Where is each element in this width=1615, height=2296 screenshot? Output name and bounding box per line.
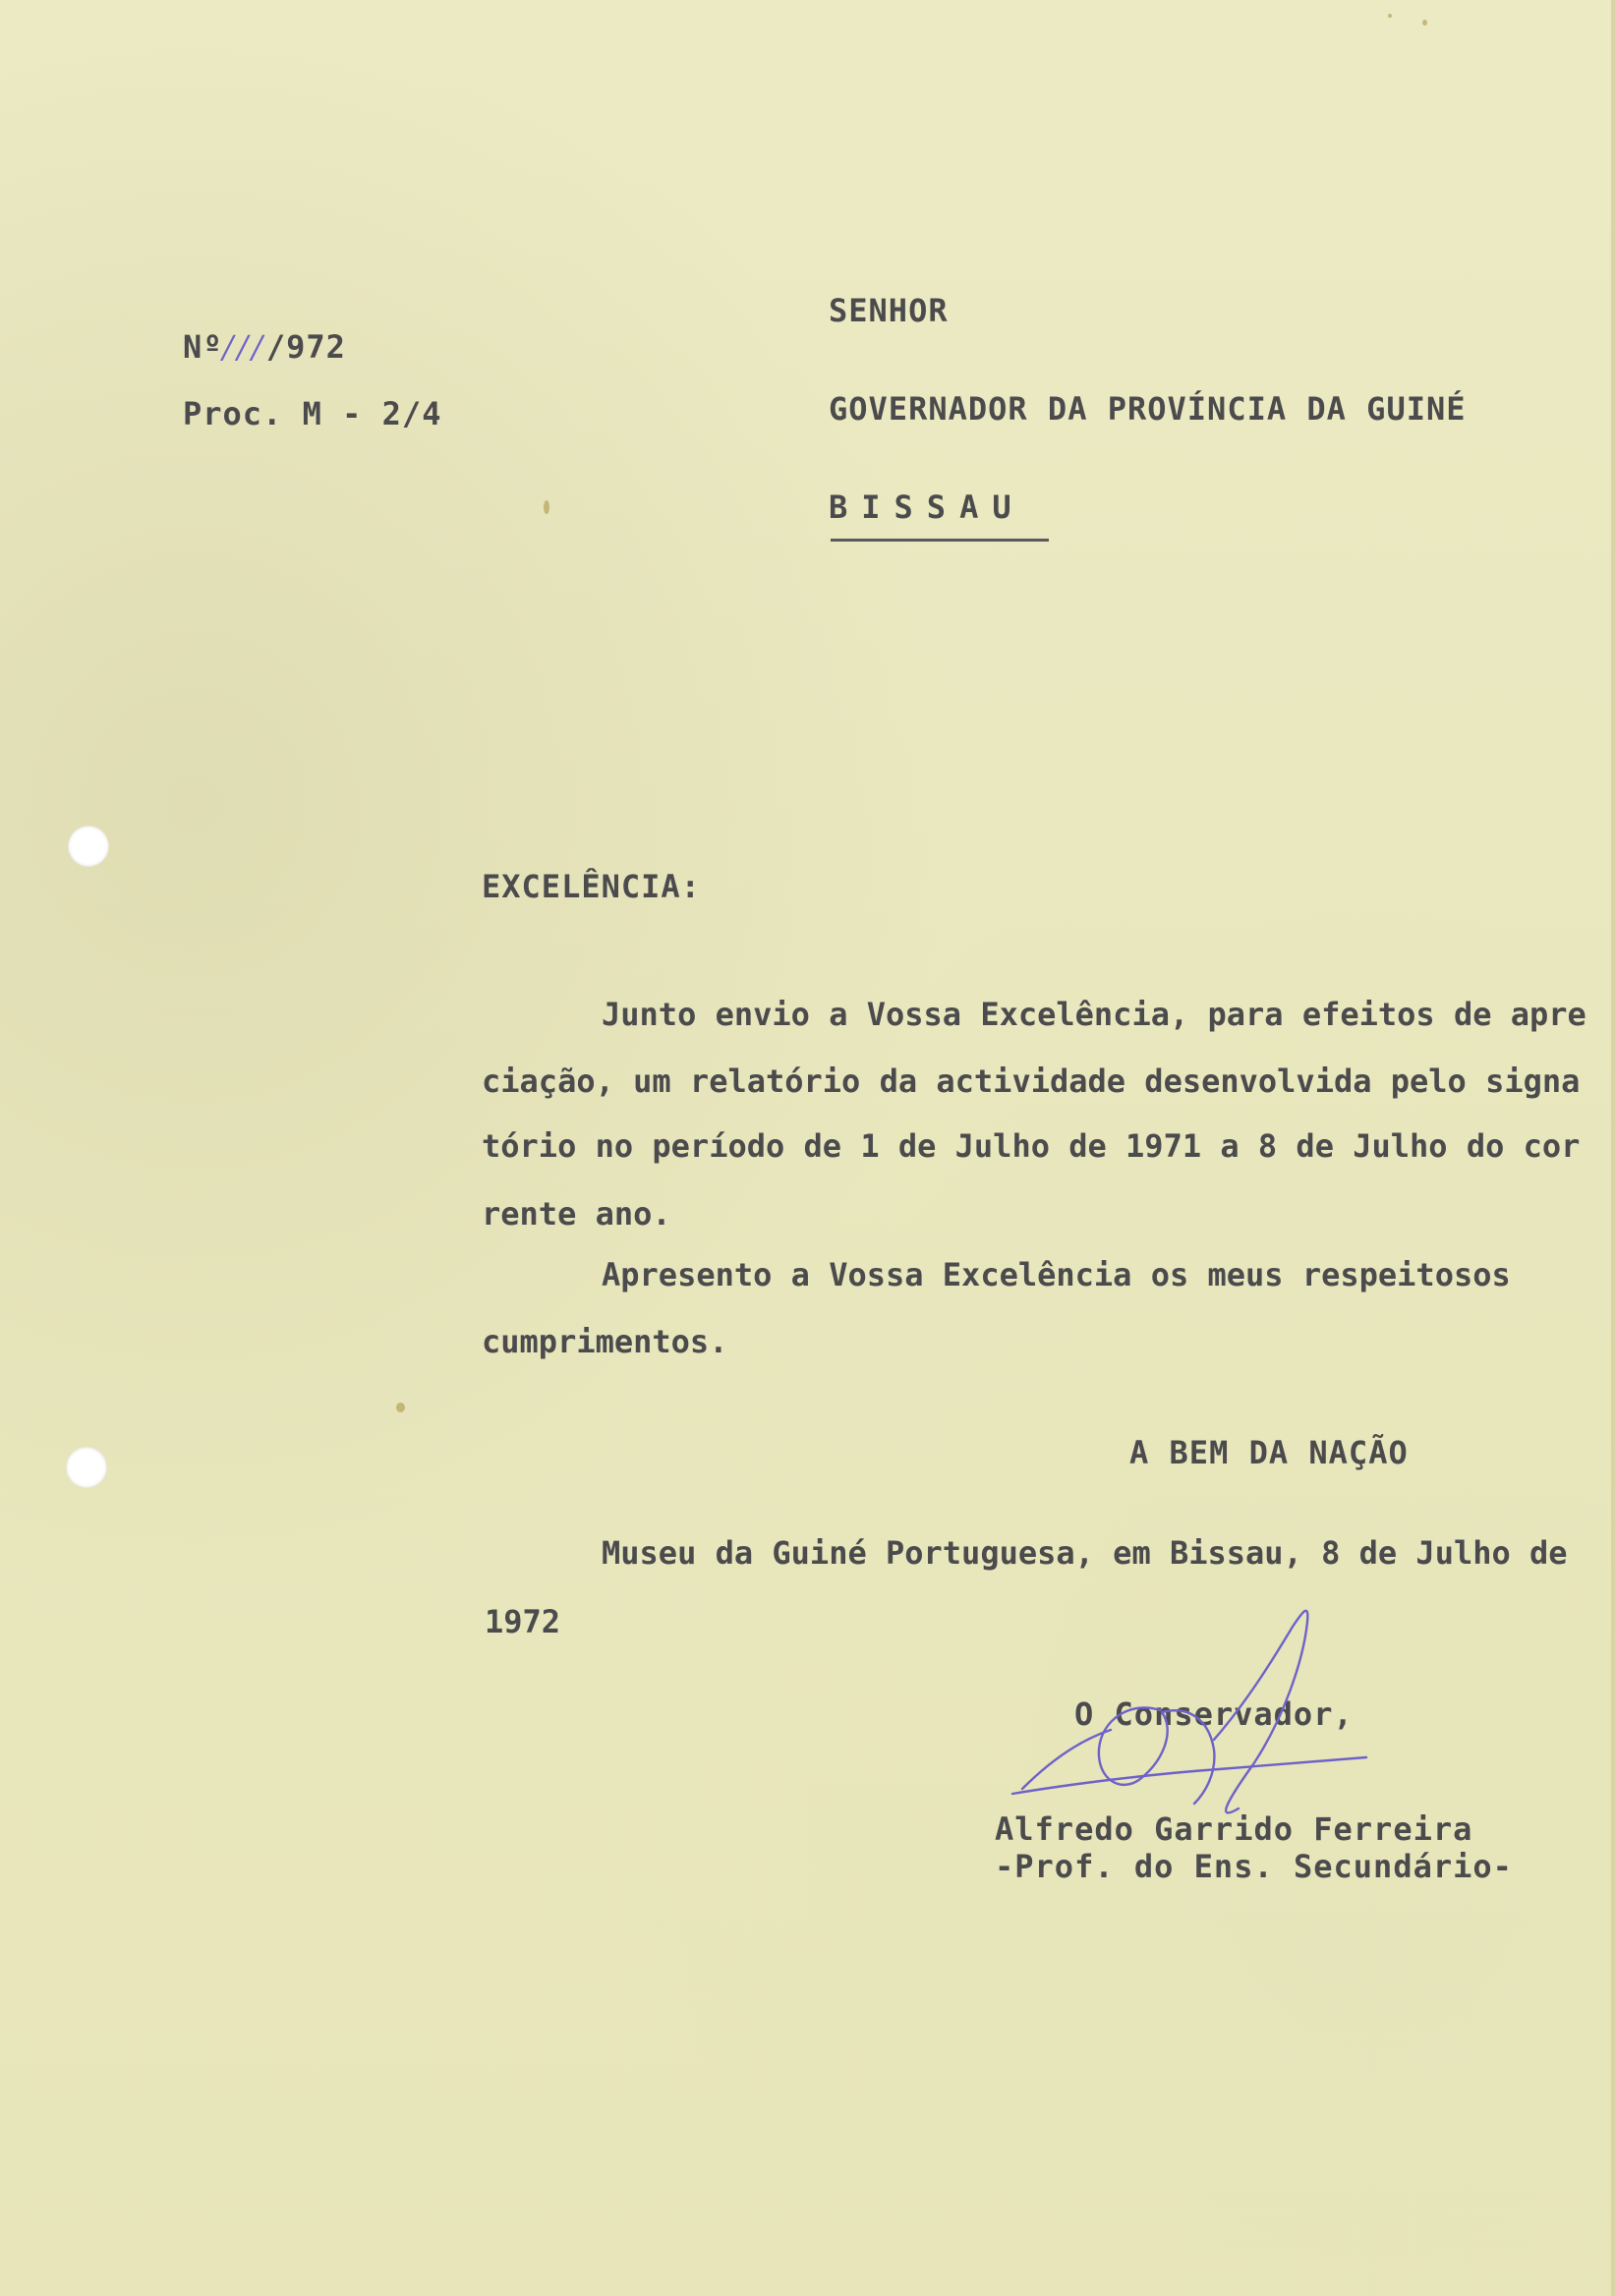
addressee-city: BISSAU bbox=[829, 488, 1025, 526]
reference-number bbox=[183, 328, 346, 366]
reference-handwritten-mark: /// bbox=[222, 328, 266, 366]
addressee-salutation: SENHOR bbox=[829, 292, 949, 329]
paper-edge bbox=[1611, 0, 1615, 2296]
signature-lead-stroke bbox=[1022, 1730, 1111, 1789]
addressee-title: GOVERNADOR DA PROVÍNCIA DA GUINÉ bbox=[829, 390, 1467, 428]
reference-prefix: Nº bbox=[183, 328, 223, 366]
signer-title: -Prof. do Ens. Secundário- bbox=[995, 1848, 1513, 1885]
paper-speck bbox=[544, 500, 549, 514]
handwritten-signature bbox=[993, 1592, 1415, 1887]
paper-speck bbox=[396, 1403, 405, 1412]
greeting: EXCELÊNCIA: bbox=[482, 868, 701, 905]
signature-flourish bbox=[1214, 1611, 1307, 1813]
place-date-line-2: 1972 bbox=[485, 1603, 561, 1640]
closing-motto: A BEM DA NAÇÃO bbox=[1129, 1434, 1409, 1471]
signature-underline bbox=[1012, 1757, 1366, 1794]
place-date-line-1: Museu da Guiné Portuguesa, em Bissau, 8 de Julho de bbox=[602, 1534, 1568, 1572]
paragraph-1-line-2: ciação, um relatório da actividade desenvolvida pelo signa bbox=[482, 1062, 1581, 1100]
process-number: Proc. M - 2/4 bbox=[183, 395, 442, 432]
paragraph-2-line-2: cumprimentos. bbox=[482, 1323, 728, 1360]
signature-loop bbox=[1099, 1707, 1168, 1784]
reference-year: /972 bbox=[265, 328, 346, 366]
paper-speck bbox=[1388, 14, 1392, 18]
punch-hole-top bbox=[68, 826, 109, 867]
paragraph-1-line-1: Junto envio a Vossa Excelência, para efeitos de apre bbox=[602, 996, 1586, 1033]
paragraph-2-line-1: Apresento a Vossa Excelência os meus respeitosos bbox=[602, 1256, 1511, 1293]
paragraph-1-line-4: rente ano. bbox=[482, 1195, 671, 1233]
signer-role: O Conservador, bbox=[1074, 1695, 1354, 1733]
punch-hole-bottom bbox=[66, 1447, 107, 1488]
paragraph-1-line-3: tório no período de 1 de Julho de 1971 a 8 de Julho do cor bbox=[482, 1127, 1581, 1165]
signature-stroke bbox=[1162, 1710, 1214, 1804]
city-underline bbox=[831, 539, 1049, 542]
signer-name: Alfredo Garrido Ferreira bbox=[995, 1810, 1473, 1848]
paper-speck bbox=[1422, 20, 1427, 26]
